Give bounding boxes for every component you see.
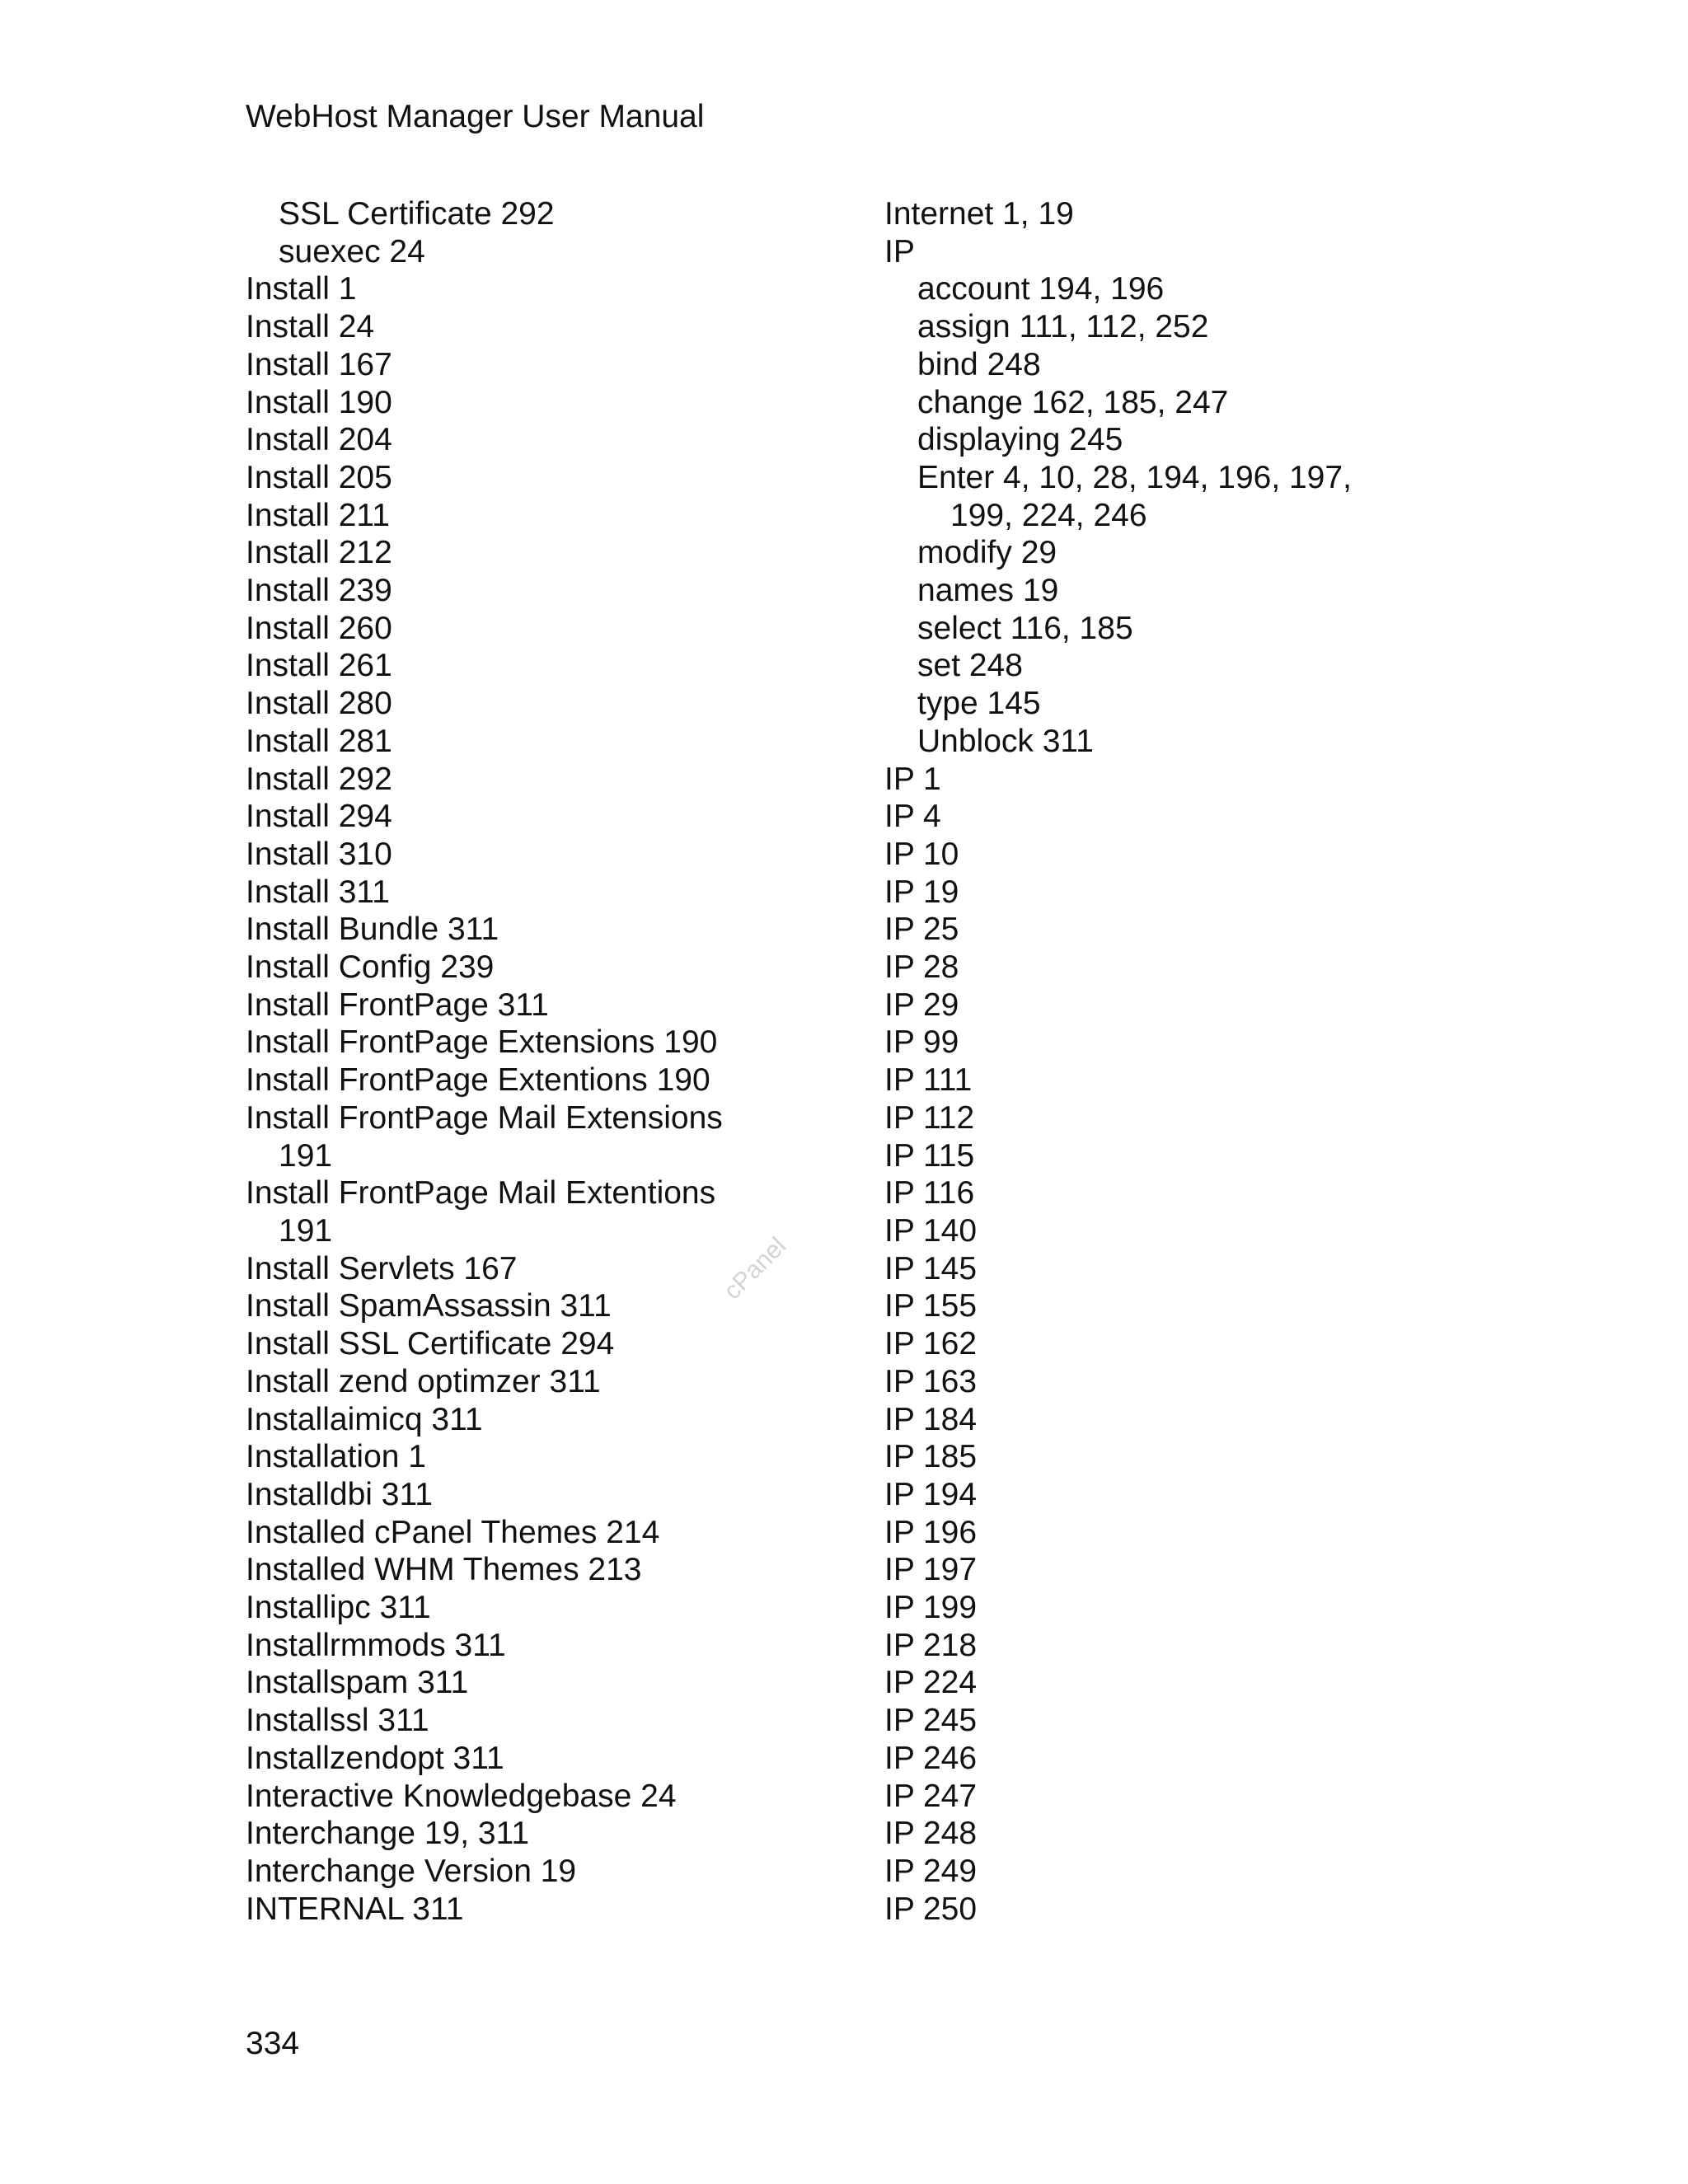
index-entry: Installrmmods 311: [246, 1627, 506, 1663]
index-entry: Install 311: [246, 874, 390, 910]
index-subentry: set 248: [917, 648, 1023, 684]
index-entry: Install zend optimzer 311: [246, 1363, 601, 1399]
index-entry: IP 194: [884, 1476, 978, 1512]
index-entry: INTERNAL 311: [246, 1891, 464, 1927]
index-entry: IP 25: [884, 912, 959, 948]
index-entry: Install 167: [246, 346, 392, 382]
index-entry: IP 218: [884, 1627, 978, 1663]
index-entry: Install FrontPage 311: [246, 987, 549, 1023]
index-entry: Install 294: [246, 799, 392, 835]
page-number: 334: [246, 2026, 300, 2061]
index-entry: IP 249: [884, 1853, 978, 1889]
index-entry: Install 260: [246, 610, 392, 646]
index-subentry: Unblock 311: [917, 723, 1094, 759]
index-entry: Internet 1, 19: [884, 196, 1074, 232]
index-subentry: account 194, 196: [917, 271, 1165, 307]
index-entry: IP 112: [884, 1099, 975, 1136]
index-subentry: change 162, 185, 247: [917, 384, 1229, 420]
index-entry: IP 4: [884, 799, 941, 835]
index-subentry: suexec 24: [279, 233, 425, 269]
index-subentry: Enter 4, 10, 28, 194, 196, 197,: [917, 459, 1352, 495]
index-entry: IP 184: [884, 1401, 978, 1437]
index-entry: Install 204: [246, 422, 392, 458]
index-entry: Interchange Version 19: [246, 1853, 577, 1889]
index-entry: Install 292: [246, 761, 392, 797]
index-entry: Installaimicq 311: [246, 1401, 483, 1437]
index-subentry: 199, 224, 246: [950, 497, 1147, 533]
index-entry: IP 115: [884, 1137, 975, 1174]
index-entry: Interchange 19, 311: [246, 1816, 530, 1852]
index-entry: 191: [279, 1137, 333, 1174]
index-entry: IP 162: [884, 1326, 978, 1362]
index-subentry: assign 111, 112, 252: [917, 309, 1209, 345]
index-subentry: type 145: [917, 686, 1041, 722]
index-entry: Install 310: [246, 836, 392, 872]
index-entry: Install 281: [246, 723, 392, 759]
index-entry: Installed WHM Themes 213: [246, 1552, 642, 1588]
index-entry: Install Config 239: [246, 949, 495, 986]
index-entry: Installssl 311: [246, 1703, 429, 1739]
index-entry: Installed cPanel Themes 214: [246, 1514, 660, 1550]
watermark: cPanel: [719, 1232, 792, 1305]
index-entry: IP 197: [884, 1552, 978, 1588]
index-entry: Install SSL Certificate 294: [246, 1326, 615, 1362]
index-entry: Install 1: [246, 271, 357, 307]
index-entry: IP 185: [884, 1439, 978, 1475]
index-entry: IP 163: [884, 1363, 978, 1399]
index-entry: IP: [884, 233, 915, 269]
index-entry: Install 212: [246, 535, 392, 571]
index-entry: Install Servlets 167: [246, 1250, 518, 1286]
index-subentry: names 19: [917, 573, 1059, 609]
index-entry: IP 199: [884, 1590, 978, 1626]
index-entry: Install Bundle 311: [246, 912, 499, 948]
index-entry: Install FrontPage Mail Extensions: [246, 1099, 723, 1136]
index-entry: Install 261: [246, 648, 392, 684]
index-entry: Install SpamAssassin 311: [246, 1288, 612, 1324]
index-entry: Install 211: [246, 497, 390, 533]
index-subentry: SSL Certificate 292: [279, 196, 555, 232]
index-entry: IP 155: [884, 1288, 978, 1324]
index-entry: IP 224: [884, 1665, 978, 1701]
index-entry: Installspam 311: [246, 1665, 469, 1701]
index-entry: IP 19: [884, 874, 959, 910]
index-subentry: displaying 245: [917, 422, 1123, 458]
index-entry: IP 145: [884, 1250, 978, 1286]
index-entry: IP 248: [884, 1816, 978, 1852]
index-entry: Installation 1: [246, 1439, 426, 1475]
index-entry: Install 205: [246, 459, 392, 495]
index-entry: Installipc 311: [246, 1590, 431, 1626]
index-entry: IP 99: [884, 1024, 959, 1061]
index-entry: IP 245: [884, 1703, 978, 1739]
index-entry: Install FrontPage Extensions 190: [246, 1024, 718, 1061]
index-subentry: select 116, 185: [917, 610, 1133, 646]
index-entry: Install FrontPage Extentions 190: [246, 1062, 710, 1099]
index-entry: IP 1: [884, 761, 941, 797]
index-entry: Interactive Knowledgebase 24: [246, 1778, 677, 1814]
index-entry: IP 250: [884, 1891, 978, 1927]
index-entry: IP 116: [884, 1175, 975, 1212]
index-entry: Installzendopt 311: [246, 1740, 504, 1776]
index-subentry: modify 29: [917, 535, 1057, 571]
index-entry: Install 190: [246, 384, 392, 420]
index-entry: IP 246: [884, 1740, 978, 1776]
index-entry: IP 28: [884, 949, 959, 986]
index-entry: IP 29: [884, 987, 959, 1023]
index-entry: Install 239: [246, 573, 392, 609]
index-subentry: bind 248: [917, 346, 1041, 382]
index-entry: IP 140: [884, 1212, 978, 1249]
index-column-right: [884, 195, 1461, 1928]
index-entry: Install FrontPage Mail Extentions: [246, 1175, 716, 1212]
index-entry: IP 10: [884, 836, 959, 872]
index-entry: IP 196: [884, 1514, 978, 1550]
running-header: WebHost Manager User Manual: [246, 99, 705, 134]
index-entry: IP 247: [884, 1778, 978, 1814]
index-entry: IP 111: [884, 1062, 973, 1099]
index-entry: 191: [279, 1212, 333, 1249]
index-entry: Install 24: [246, 309, 375, 345]
index-entry: Install 280: [246, 686, 392, 722]
index-column-left: [246, 195, 856, 1928]
index-entry: Installdbi 311: [246, 1476, 433, 1512]
